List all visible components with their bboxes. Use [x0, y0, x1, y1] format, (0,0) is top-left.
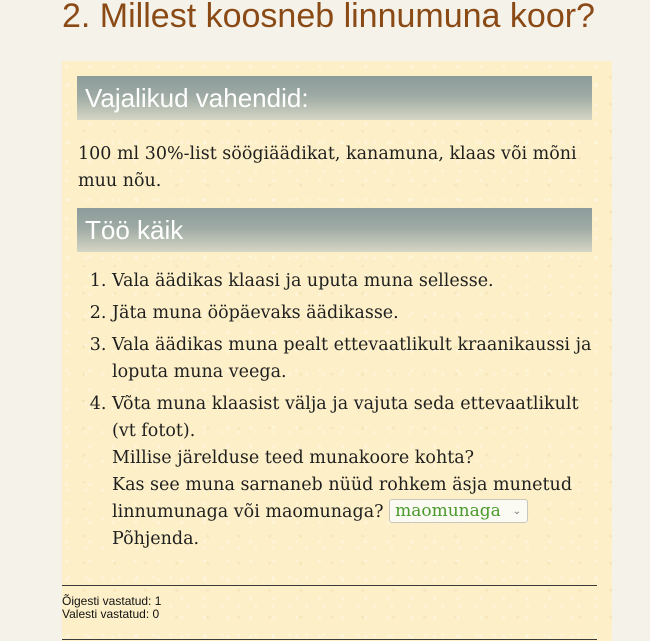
answer-select-value: maomunaga — [395, 500, 501, 521]
step-text: Jäta muna ööpäevaks äädikasse. — [112, 303, 399, 323]
page-title: 2. Millest koosneb linnumuna koor? — [62, 0, 595, 35]
procedure-steps — [78, 268, 593, 558]
question-compare: Kas see muna sarnaneb nüüd rohkem äsja munetud linnumunaga või maomunaga? — [112, 475, 573, 522]
procedure-step — [112, 268, 593, 295]
step-text: Vala äädikas klaasi ja uputa muna sellesse. — [112, 271, 494, 291]
tools-heading: Vajalikud vahendid: — [77, 76, 592, 120]
divider — [62, 585, 597, 586]
tools-text: 100 ml 30%-list söögiäädikat, kanamuna, klaas või mõni muu nõu. — [78, 144, 577, 191]
exercise-card — [62, 61, 612, 641]
step-text: Vala äädikas muna pealt ettevaatlikult kraanikaussi ja loputa muna veega. — [112, 335, 592, 382]
correct-count: Õigesti vastatud: 1 — [62, 594, 162, 608]
procedure-step — [112, 332, 593, 386]
justify-prompt: Põhjenda. — [112, 529, 200, 549]
question-conclusion: Millise järelduse teed munakoore kohta? — [112, 448, 475, 468]
incorrect-count: Valesti vastatud: 0 — [62, 607, 160, 621]
answer-select[interactable] — [389, 499, 528, 523]
procedure-heading: Töö käik — [77, 208, 592, 252]
results — [62, 595, 161, 621]
step-text: Võta muna klaasist välja ja vajuta seda ettevaatlikult (vt fotot). — [112, 394, 579, 441]
divider — [62, 639, 597, 640]
procedure-step — [112, 391, 593, 553]
chevron-down-icon: ⌄ — [512, 505, 522, 517]
procedure-step — [112, 300, 593, 327]
